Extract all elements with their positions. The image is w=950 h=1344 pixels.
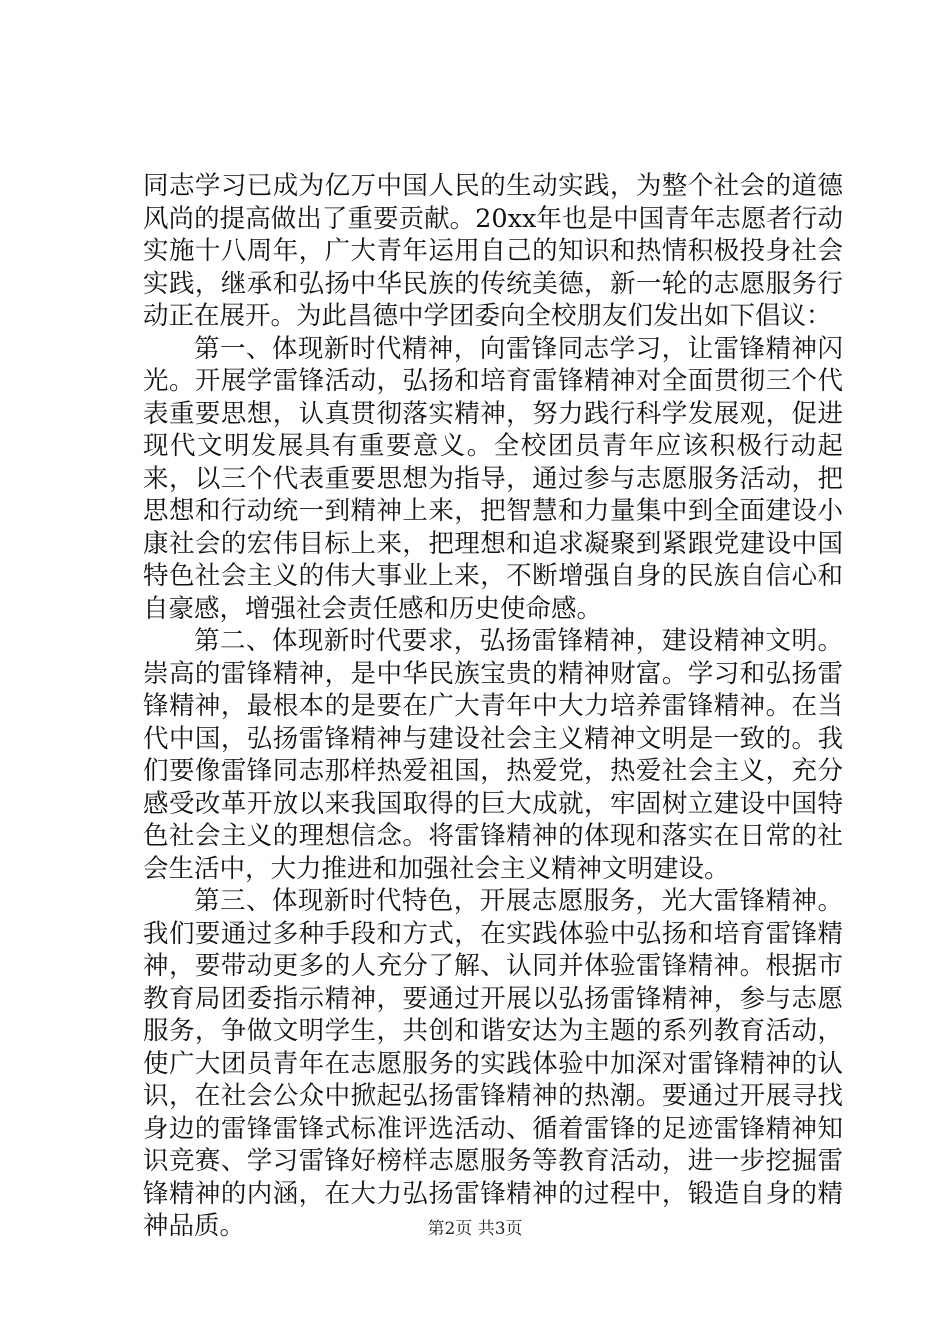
- document-body: [143, 170, 843, 1243]
- paragraph-first-proposal: 第一、体现新时代精神，向雷锋同志学习，让雷锋精神闪光。开展学雷锋活动，弘扬和培育雷锋精神对全面贯彻三个代表重要思想，认真贯彻落实精神，努力践行科学发展观，促进现代文明发展具有重要意义。全校团员青年应该积极行动起来，以三个代表重要思想为指导，通过参与志愿服务活动，把思想和行动统一到精神上来，把智慧和力量集中到全面建设小康社会的宏伟目标上来，把理想和追求凝聚到紧跟党建设中国特色社会主义的伟大事业上来，不断增强自身的民族自信心和自豪感，增强社会责任感和历史使命感。: [143, 333, 843, 624]
- page-number-footer: 第2页 共3页: [427, 1219, 523, 1239]
- paragraph-second-proposal: 第二、体现新时代要求，弘扬雷锋精神，建设精神文明。崇高的雷锋精神，是中华民族宝贵的精神财富。学习和弘扬雷锋精神，最根本的是要在广大青年中大力培养雷锋精神。在当代中国，弘扬雷锋精神与建设社会主义精神文明是一致的。我们要像雷锋同志那样热爱祖国，热爱党，热爱社会主义，充分感受改革开放以来我国取得的巨大成就，牢固树立建设中国特色社会主义的理想信念。将雷锋精神的体现和落实在日常的社会生活中，大力推进和加强社会主义精神文明建设。: [143, 626, 843, 884]
- paragraph-third-proposal: 第三、体现新时代特色，开展志愿服务，光大雷锋精神。我们要通过多种手段和方式，在实践体验中弘扬和培育雷锋精神，要带动更多的人充分了解、认同并体验雷锋精神。根据市教育局团委指示精神，要通过开展以弘扬雷锋精神，参与志愿服务，争做文明学生，共创和谐安达为主题的系列教育活动，使广大团员青年在志愿服务的实践体验中加深对雷锋精神的认识，在社会公众中掀起弘扬雷锋精神的热潮。要通过开展寻找身边的雷锋雷锋式标准评选活动、循着雷锋的足迹雷锋精神知识竞赛、学习雷锋好榜样志愿服务等教育活动，进一步挖掘雷锋精神的内涵，在大力弘扬雷锋精神的过程中，锻造自身的精神品质。: [143, 886, 843, 1241]
- paragraph-continuation: 同志学习已成为亿万中国人民的生动实践，为整个社会的道德风尚的提高做出了重要贡献。20xx年也是中国青年志愿者行动实施十八周年，广大青年运用自己的知识和热情积极投身社会实践，继承和弘扬中华民族的传统美德，新一轮的志愿服务行动正在展开。为此昌德中学团委向全校朋友们发出如下倡议：: [143, 171, 843, 331]
